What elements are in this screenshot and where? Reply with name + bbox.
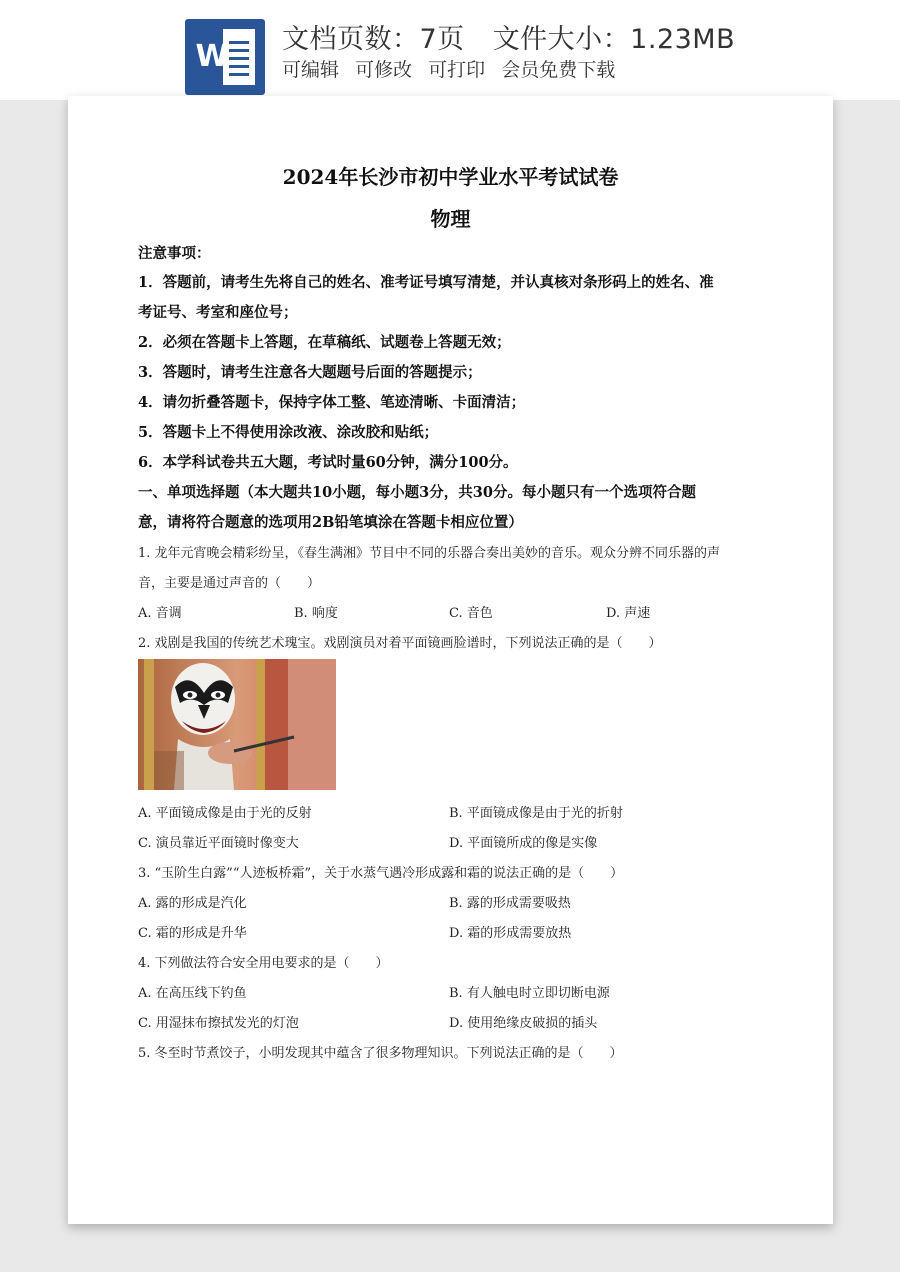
feature-list [282,55,615,82]
q2-option-b: B. 平面镜成像是由于光的折射 [449,806,623,821]
q1-option-d: D. 声速 [606,606,651,621]
q1-option-c: C. 音色 [449,606,493,621]
notice-line: 1．答题前，请考生先将自己的姓名、准考证号填写清楚，并认真核对条形码上的姓名、准 [138,274,714,291]
feature-printable: 可打印 [428,59,486,81]
question-4-stem: 4. 下列做法符合安全用电要求的是（ ） [138,956,389,971]
question-5-stem: 5. 冬至时节煮饺子，小明发现其中蕴含了很多物理知识。下列说法正确的是（ ） [138,1046,623,1061]
q2-option-d: D. 平面镜所成的像是实像 [449,836,598,851]
q1-option-a: A. 音调 [138,606,182,621]
file-meta [282,17,735,56]
notice-line: 6．本学科试卷共五大题，考试时量60分钟，满分100分。 [138,454,518,471]
exam-subject: 物理 [430,207,471,231]
section-heading: 一、单项选择题（本大题共10小题，每小题3分，共30分。每小题只有一个选项符合题 [138,484,696,501]
notice-line: 4．请勿折叠答题卡，保持字体工整、笔迹清晰、卡面清洁； [138,394,526,411]
q2-option-a: A. 平面镜成像是由于光的反射 [138,806,312,821]
exam-title: 2024年长沙市初中学业水平考试试卷 [282,165,619,189]
q2-option-c: C. 演员靠近平面镜时像变大 [138,836,299,851]
q3-option-c: C. 霜的形成是升华 [138,926,247,941]
word-icon-letter: W [195,39,229,74]
q3-option-b: B. 露的形成需要吸热 [449,896,571,911]
question-1-stem: 1. 龙年元宵晚会精彩纷呈，《春生满湘》节目中不同的乐器合奏出美妙的音乐。观众分辨不同乐器的声 [138,546,721,561]
exam-paper-page [68,96,833,1224]
section-heading-cont: 意，请将符合题意的选项用2B铅笔填涂在答题卡相应位置） [138,514,523,531]
notice-line: 2．必须在答题卡上答题，在草稿纸、试题卷上答题无效； [138,334,511,351]
feature-editable: 可编辑 [282,59,340,81]
word-document-icon [185,19,265,95]
q4-option-c: C. 用湿抹布擦拭发光的灯泡 [138,1016,299,1031]
document-info-banner [0,0,900,100]
q1-option-b: B. 响度 [294,606,338,621]
opera-mask-photo [138,659,336,790]
q4-option-d: D. 使用绝缘皮破损的插头 [449,1016,598,1031]
question-2-stem: 2. 戏剧是我国的传统艺术瑰宝。戏剧演员对着平面镜画脸谱时，下列说法正确的是（ ） [138,636,662,651]
page-count: 文档页数：7页 [282,24,465,55]
file-size: 文件大小：1.23MB [492,24,736,55]
notice-line: 5．答题卡上不得使用涂改液、涂改胶和贴纸； [138,424,439,441]
feature-modifiable: 可修改 [355,59,413,81]
q4-option-a: A. 在高压线下钓鱼 [138,986,247,1001]
q3-option-a: A. 露的形成是汽化 [138,896,247,911]
notice-line: 3．答题时，请考生注意各大题题号后面的答题提示； [138,364,482,381]
question-3-stem: 3. “玉阶生白露”“人迹板桥霜”，关于水蒸气遇冷形成露和霜的说法正确的是（ ） [138,866,624,881]
q3-option-d: D. 霜的形成需要放热 [449,926,572,941]
feature-member-download: 会员免费下载 [501,59,616,81]
notice-title: 注意事项： [138,245,211,262]
notice-line: 考证号、考室和座位号； [138,304,298,321]
q4-option-b: B. 有人触电时立即切断电源 [449,986,610,1001]
question-1-stem-cont: 音，主要是通过声音的（ ） [138,576,321,591]
